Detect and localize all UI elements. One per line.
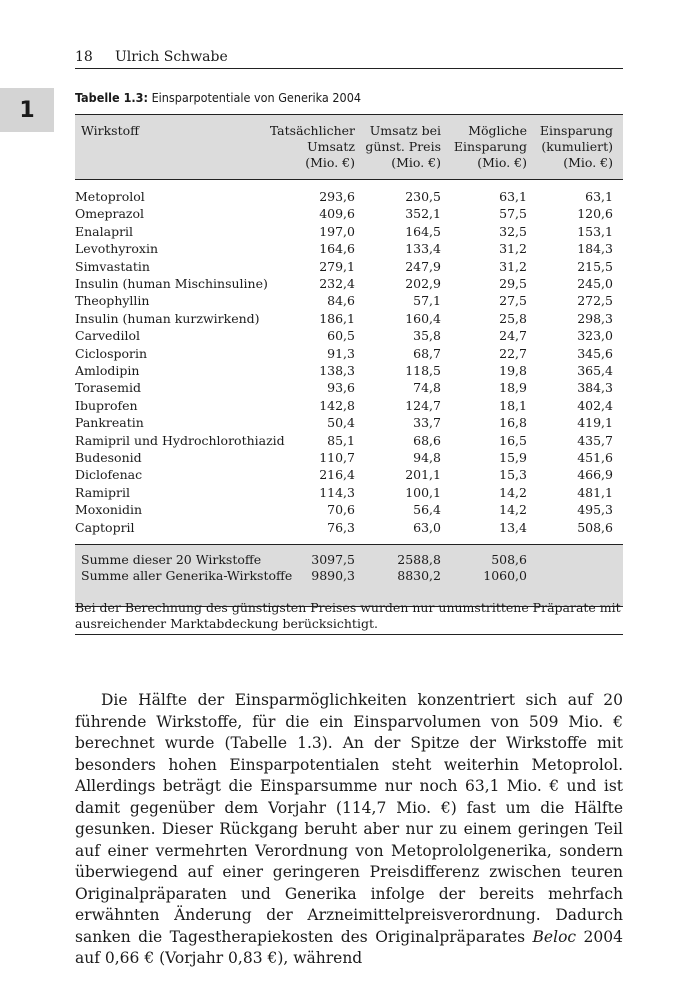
- table-row: [75, 433, 623, 449]
- table-cell: Ramipril: [75, 484, 130, 500]
- table-row: [75, 259, 623, 275]
- table-caption: [75, 90, 623, 106]
- table-cell: 247,9: [405, 258, 441, 274]
- table-note: Bei der Berechnung des günstigsten Preises wurden nur unumstrittene Präparate mit ausreichender Marktabdeckung berücksichtigt.: [75, 600, 621, 631]
- table-cell: Ibuprofen: [75, 397, 138, 413]
- table-cell: 124,7: [405, 397, 441, 413]
- table-cell: 451,6: [577, 450, 613, 465]
- table-cell: 32,5: [499, 223, 527, 239]
- table-cell: 15,3: [499, 467, 527, 483]
- savings-table: [75, 114, 623, 622]
- column-header-guenstig: [365, 123, 441, 171]
- table-cell: 63,1: [585, 189, 613, 204]
- table-cell: 57,1: [413, 293, 441, 309]
- table-cell: 14,2: [499, 484, 527, 500]
- table-cell: Enalapril: [75, 223, 134, 239]
- table-cell: 68,7: [413, 345, 441, 361]
- table-row: [75, 311, 623, 327]
- table-row: [75, 520, 623, 536]
- table-cell: 8830,2: [397, 568, 441, 583]
- table-cell: Insulin (human kurzwirkend): [75, 310, 260, 326]
- table-cell: 50,4: [327, 415, 355, 431]
- table-note-rule: [75, 634, 623, 635]
- table-cell: Moxonidin: [75, 502, 142, 518]
- running-header: [75, 48, 623, 68]
- table-cell: 76,3: [327, 519, 355, 535]
- table-cell: 85,1: [327, 432, 355, 448]
- table-cell: 215,5: [577, 258, 613, 274]
- table-cell: 230,5: [405, 189, 441, 204]
- table-cell: 31,2: [499, 258, 527, 274]
- table-cell: 142,8: [319, 397, 355, 413]
- body-paragraph: [75, 690, 623, 970]
- header-rule: [75, 68, 623, 69]
- table-header: [75, 114, 623, 180]
- table-cell: 74,8: [413, 380, 441, 396]
- table-cell: 184,3: [577, 241, 613, 257]
- table-cell: 18,9: [499, 380, 527, 396]
- table-row: [75, 328, 623, 344]
- table-cell: 100,1: [405, 484, 441, 500]
- table-cell: 272,5: [577, 293, 613, 309]
- table-cell: 164,6: [319, 241, 355, 257]
- table-cell: Metoprolol: [75, 189, 145, 204]
- header-line: Tatsächlicher: [269, 123, 355, 138]
- table-cell: 293,6: [319, 189, 355, 204]
- table-cell: 14,2: [499, 502, 527, 518]
- table-cell: 27,5: [499, 293, 527, 309]
- header-line: (kumuliert): [541, 139, 613, 154]
- table-cell: Ramipril und Hydrochlorothiazid: [75, 432, 285, 448]
- table-row: [75, 502, 623, 518]
- table-cell: 63,1: [499, 189, 527, 204]
- table-cell: 508,6: [577, 519, 613, 535]
- column-header-wirkstoff: [81, 123, 139, 139]
- table-cell: 186,1: [319, 310, 355, 326]
- table-cell: 435,7: [577, 432, 613, 448]
- body-text-italic: Beloc: [532, 927, 577, 946]
- table-cell: 1060,0: [483, 568, 527, 583]
- table-row: [75, 206, 623, 222]
- table-cell: 18,1: [499, 397, 527, 413]
- table-cell: 63,0: [413, 519, 441, 535]
- table-cell: Budesonid: [75, 450, 142, 465]
- table-row: [75, 568, 623, 584]
- table-cell: 94,8: [413, 450, 441, 465]
- header-line: Umsatz: [307, 139, 355, 154]
- header-line: Einsparung: [539, 123, 613, 138]
- table-cell: Theophyllin: [75, 293, 150, 309]
- table-caption-label: Tabelle 1.3:: [75, 90, 148, 105]
- table-row: [75, 552, 623, 568]
- table-row: [75, 450, 623, 466]
- table-cell: 508,6: [491, 552, 527, 567]
- body-text-part: 2004 auf 0,66 € (Vorjahr 0,83 €), während: [75, 927, 623, 967]
- table-cell: 93,6: [327, 380, 355, 396]
- table-cell: 466,9: [577, 467, 613, 483]
- table-cell: 13,4: [499, 519, 527, 535]
- table-row: [75, 398, 623, 414]
- header-line: Wirkstoff: [81, 123, 140, 138]
- column-header-kumuliert: [540, 123, 613, 171]
- header-line: (Mio. €): [391, 155, 441, 170]
- table-cell: 345,6: [577, 345, 613, 361]
- table-cell: 114,3: [319, 484, 355, 500]
- table-cell: 31,2: [499, 241, 527, 257]
- table-cell: 160,4: [405, 310, 441, 326]
- table-cell: Captopril: [75, 519, 135, 535]
- table-cell: 201,1: [405, 467, 441, 483]
- table-cell: 9890,3: [311, 568, 355, 583]
- table-row: [75, 189, 623, 205]
- table-cell: Torasemid: [75, 380, 141, 396]
- column-header-einsparung: [454, 123, 527, 171]
- table-row: [75, 363, 623, 379]
- header-line: Einsparung: [453, 139, 527, 154]
- table-cell: 298,3: [577, 310, 613, 326]
- column-header-umsatz: [270, 123, 355, 171]
- table-cell: 138,3: [319, 363, 355, 378]
- table-cell: Summe dieser 20 Wirkstoffe: [81, 552, 262, 567]
- table-cell: 19,8: [499, 363, 527, 378]
- table-cell: 133,4: [405, 241, 441, 257]
- table-row: [75, 224, 623, 240]
- table-cell: 402,4: [577, 397, 613, 413]
- table-cell: 409,6: [319, 206, 355, 222]
- table-cell: 216,4: [319, 467, 355, 483]
- table-cell: 60,5: [327, 328, 355, 344]
- table-cell: 232,4: [319, 276, 355, 291]
- table-cell: 16,5: [499, 432, 527, 448]
- table-cell: 15,9: [499, 450, 527, 465]
- table-cell: 118,5: [405, 363, 441, 378]
- table-cell: 16,8: [499, 415, 527, 431]
- table-cell: 384,3: [577, 380, 613, 396]
- table-cell: 323,0: [577, 328, 613, 344]
- running-header-author: Ulrich Schwabe: [115, 49, 228, 65]
- header-line: Umsatz bei: [369, 123, 441, 138]
- table-cell: 120,6: [577, 206, 613, 222]
- table-cell: 84,6: [327, 293, 355, 309]
- table-cell: 419,1: [577, 415, 613, 431]
- chapter-marker: 1: [0, 88, 54, 132]
- table-caption-text: Einsparpotentiale von Generika 2004: [151, 90, 361, 105]
- table-row: [75, 380, 623, 396]
- table-cell: 352,1: [405, 206, 441, 222]
- table-cell: 22,7: [499, 345, 527, 361]
- table-cell: Diclofenac: [75, 467, 143, 483]
- header-line: (Mio. €): [477, 155, 527, 170]
- body-text-part: Die Hälfte der Einsparmöglichkeiten konzentriert sich auf 20 führende Wirkstoffe, für die ein Einsparvolumen von 509 Mio. € berechnet wurde (Tabelle 1.3). An der Spitze der Wirkstoffe mit besonders hohen Einsparpotentialen steht weiterhin Metoprolol. Allerdings beträgt die Einsparsumme nur noch 63,1 Mio. € und ist damit gegenüber dem Vorjahr (114,7 Mio. €) fast um die Hälfte gesunken. Dieser Rückgang beruht aber nur zu einem geringen Teil auf einer vermehrten Verordnung von Metoprololgenerika, sondern überwiegend auf einer geringeren Preisdifferenz zwischen teuren Originalpräparaten und Generika infolge der bereits mehrfach erwähnten Änderung der Arzneimittelpreisverordnung. Dadurch sanken die Tagestherapiekosten des Originalpräparates: [75, 691, 623, 946]
- header-line: Mögliche: [468, 123, 527, 138]
- table-cell: 495,3: [577, 502, 613, 518]
- table-cell: 245,0: [577, 276, 613, 291]
- table-cell: 481,1: [577, 484, 613, 500]
- table-cell: 365,4: [577, 363, 613, 378]
- table-cell: 91,3: [327, 345, 355, 361]
- table-cell: 2588,8: [397, 552, 441, 567]
- table-row: [75, 415, 623, 431]
- table-cell: Carvedilol: [75, 328, 140, 344]
- table-cell: 202,9: [405, 276, 441, 291]
- table-cell: 25,8: [499, 310, 527, 326]
- header-line: günst. Preis: [365, 139, 441, 154]
- table-row: [75, 346, 623, 362]
- body-text: [75, 690, 623, 970]
- table-cell: Insulin (human Mischinsuline): [75, 276, 268, 291]
- table-cell: 35,8: [413, 328, 441, 344]
- table-row: [75, 467, 623, 483]
- table-cell: Ciclosporin: [75, 345, 148, 361]
- table-cell: Amlodipin: [75, 363, 140, 378]
- table-cell: 56,4: [413, 502, 441, 518]
- table-cell: 57,5: [499, 206, 527, 222]
- header-line: (Mio. €): [305, 155, 355, 170]
- table-cell: 164,5: [405, 223, 441, 239]
- table-row: [75, 293, 623, 309]
- table-cell: 24,7: [499, 328, 527, 344]
- table-cell: 153,1: [577, 223, 613, 239]
- table-cell: 33,7: [413, 415, 441, 431]
- table-cell: Omeprazol: [75, 206, 145, 222]
- page-number: 18: [75, 49, 93, 65]
- table-cell: 3097,5: [311, 552, 355, 567]
- table-row: [75, 241, 623, 257]
- header-line: (Mio. €): [563, 155, 613, 170]
- table-cell: 29,5: [499, 276, 527, 291]
- table-row: [75, 485, 623, 501]
- table-cell: Summe aller Generika-Wirkstoffe: [81, 568, 293, 583]
- table-cell: 279,1: [319, 258, 355, 274]
- table-cell: Simvastatin: [75, 258, 150, 274]
- table-cell: Levothyroxin: [75, 241, 159, 257]
- table-cell: 70,6: [327, 502, 355, 518]
- table-cell: 68,6: [413, 432, 441, 448]
- table-row: [75, 276, 623, 292]
- table-cell: 197,0: [319, 223, 355, 239]
- table-cell: Pankreatin: [75, 415, 144, 431]
- table-cell: 110,7: [319, 450, 355, 465]
